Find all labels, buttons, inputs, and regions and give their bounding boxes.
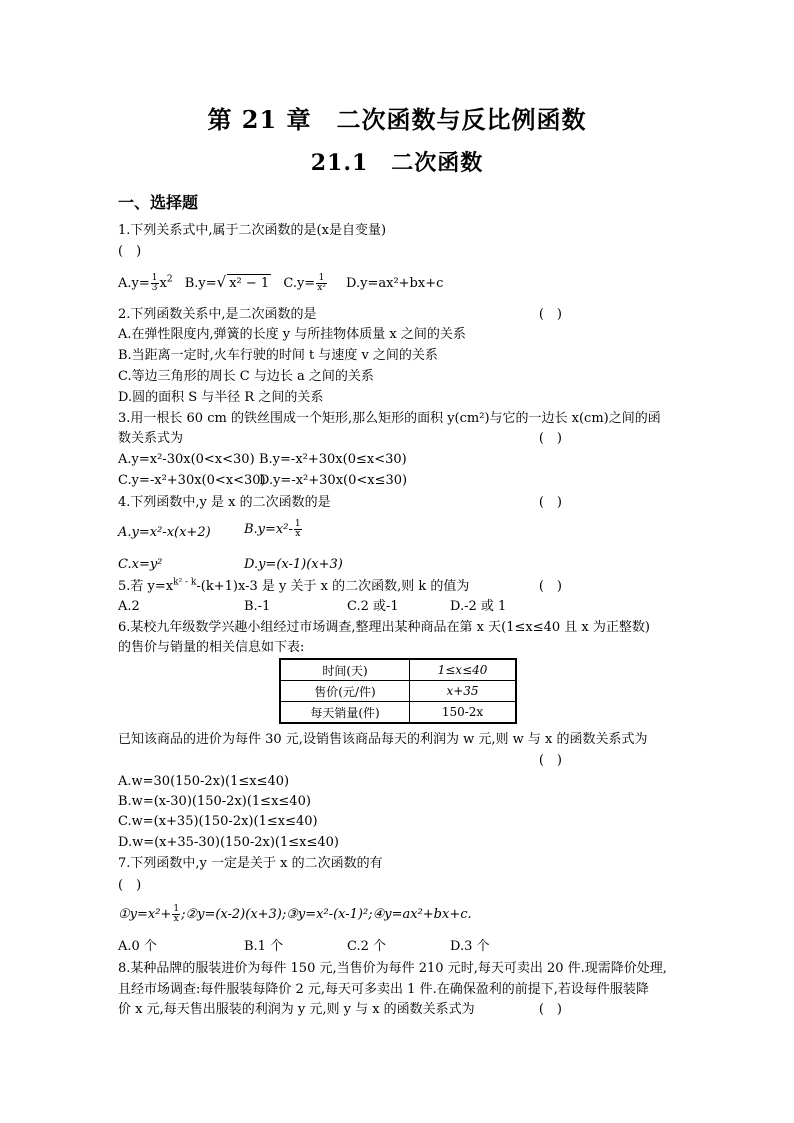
q6-stem-line1: 6.某校九年级数学兴趣小组经过市场调查,整理出某种商品在第 x 天(1≤x≤40 且 x 为正整数) [118, 620, 650, 635]
q2-bracket: ( ) [538, 307, 562, 322]
q6-stem-line2: 的售价与销量的相关信息如下表: [118, 640, 305, 655]
q1-bracket: ( ) [118, 244, 142, 259]
q5-bracket: ( ) [538, 579, 562, 594]
q4-option-c: C.x=y² [118, 557, 163, 572]
q2-option-c: C.等边三角形的周长 C 与边长 a 之间的关系 [118, 369, 374, 384]
q3-stem-line2: 数关系式为 ( ) [118, 431, 562, 446]
q6-option-b: B.w=(x-30)(150-2x)(1≤x≤40) [118, 794, 311, 809]
q3-stem-line1: 3.用一根长 60 cm 的铁丝围成一个矩形,那么矩形的面积 y(cm²)与它的一边长 x(cm)之间的函 [118, 411, 661, 426]
q7-option-c: C.2 个 [347, 939, 387, 954]
q3-option-b: B.y=-x²+30x(0≤x<30) [259, 452, 407, 467]
q7-option-b: B.1 个 [244, 939, 284, 954]
q8-bracket: ( ) [538, 1002, 562, 1017]
table-row [280, 702, 516, 724]
q4-options-row2 [118, 556, 678, 574]
q4-option-a: A.y=x²-x(x+2) [118, 525, 211, 540]
q6-bracket: ( ) [538, 753, 562, 768]
q7-stem: 7.下列函数中,y 一定是关于 x 的二次函数的有 [118, 856, 383, 871]
q3-options-row2 [118, 472, 678, 490]
q4-bracket: ( ) [538, 495, 562, 510]
q8-line3: 价 x 元,每天售出服装的利润为 y 元,则 y 与 x 的函数关系式为 ( ) [118, 1002, 562, 1017]
q5-option-a: A.2 [118, 599, 140, 614]
q6-stem-line3: 已知该商品的进价为每件 30 元,设销售该商品每天的利润为 w 元,则 w 与 x 的函数关系式为 [118, 732, 648, 747]
q1-option-a: A.y= $\frac{1}{3}$ $x^2$ [118, 273, 173, 293]
q2-stem: 2.下列函数关系中,是二次函数的是 ( ) [118, 307, 562, 322]
q8-line1: 8.某种品牌的服装进价为每件 150 元,当售价为每件 210 元时,每天可卖出 20 件.现需降价处理, [118, 961, 667, 976]
q5-option-d: D.-2 或 1 [450, 599, 507, 614]
q5-stem: 5.若 $y=x^{k^2 - k}-(k+1)x-3$ 是 y 关于 x 的二次函数,则 k 的值为 ( ) [118, 577, 562, 594]
q7-option-a: A.0 个 [118, 939, 157, 954]
table-row-label: 售价(元/件) [280, 681, 410, 702]
q2-option-b: B.当距离一定时,火车行驶的时间 t 与速度 v 之间的关系 [118, 348, 438, 363]
table-row-value: x+35 [410, 681, 517, 702]
section-label: 一、选择题 [118, 193, 199, 212]
q3-option-a: A.y=x²-30x(0<x<30) [118, 452, 255, 467]
q8-line2: 且经市场调查:每件服装每降价 2 元,每天可多卖出 1 件.在确保盈利的前提下,若设每件服装降 [118, 982, 649, 997]
q7-option-d: D.3 个 [450, 939, 490, 954]
table-row [280, 681, 516, 702]
q5-option-b: B.-1 [244, 599, 271, 614]
q5-options [118, 598, 678, 616]
q3-bracket: ( ) [538, 431, 562, 446]
q6-option-d: D.w=(x+35-30)(150-2x)(1≤x≤40) [118, 835, 339, 850]
chapter-title: 第 21 章 二次函数与反比例函数 [207, 105, 587, 134]
q7-items: ①y=x²+ $\frac{1}{x}$ ;②y=(x-2)(x+3);③y=x²-(x-1)²;④y=ax²+bx+c. [118, 904, 472, 924]
q1-option-b: B.y=√ x² − 1 [184, 273, 270, 291]
q1-stem: 1.下列关系式中,属于二次函数的是(x是自变量) [118, 223, 387, 238]
q7-options [118, 938, 678, 956]
q2-option-a: A.在弹性限度内,弹簧的长度 y 与所挂物体质量 x 之间的关系 [118, 327, 466, 342]
q3-options-row1 [118, 451, 678, 469]
table-row-value: 1≤x≤40 [410, 659, 517, 681]
q4-option-d: D.y=(x-1)(x+3) [244, 557, 343, 572]
q6-option-a: A.w=30(150-2x)(1≤x≤40) [118, 774, 290, 789]
q6-option-c: C.w=(x+35)(150-2x)(1≤x≤40) [118, 814, 318, 829]
q1-option-c: C.y= $\frac{1}{\text{x²}}$ [283, 273, 326, 293]
table-row [280, 659, 516, 681]
q1-options [118, 273, 678, 293]
q2-option-d: D.圆的面积 S 与半径 R 之间的关系 [118, 390, 324, 405]
q7-bracket: ( ) [118, 878, 142, 893]
q1-option-d: D.y=ax²+bx+c [346, 276, 444, 291]
section-title: 21.1 二次函数 [310, 150, 484, 176]
table-row-label: 每天销量(件) [280, 702, 410, 724]
q5-option-c: C.2 或-1 [347, 599, 399, 614]
q3-option-d: D.y=-x²+30x(0<x≤30) [259, 473, 408, 488]
q4-options-row1 [118, 519, 678, 542]
q4-option-b: B.y=x²- $\frac{1}{x}$ [244, 519, 301, 539]
q6-info-table [279, 658, 517, 724]
q4-stem: 4.下列函数中,y 是 x 的二次函数的是 ( ) [118, 495, 562, 510]
table-row-label: 时间(天) [280, 659, 410, 681]
table-row-value: 150-2x [410, 702, 517, 724]
q3-option-c: C.y=-x²+30x(0<x<30) [118, 473, 266, 488]
